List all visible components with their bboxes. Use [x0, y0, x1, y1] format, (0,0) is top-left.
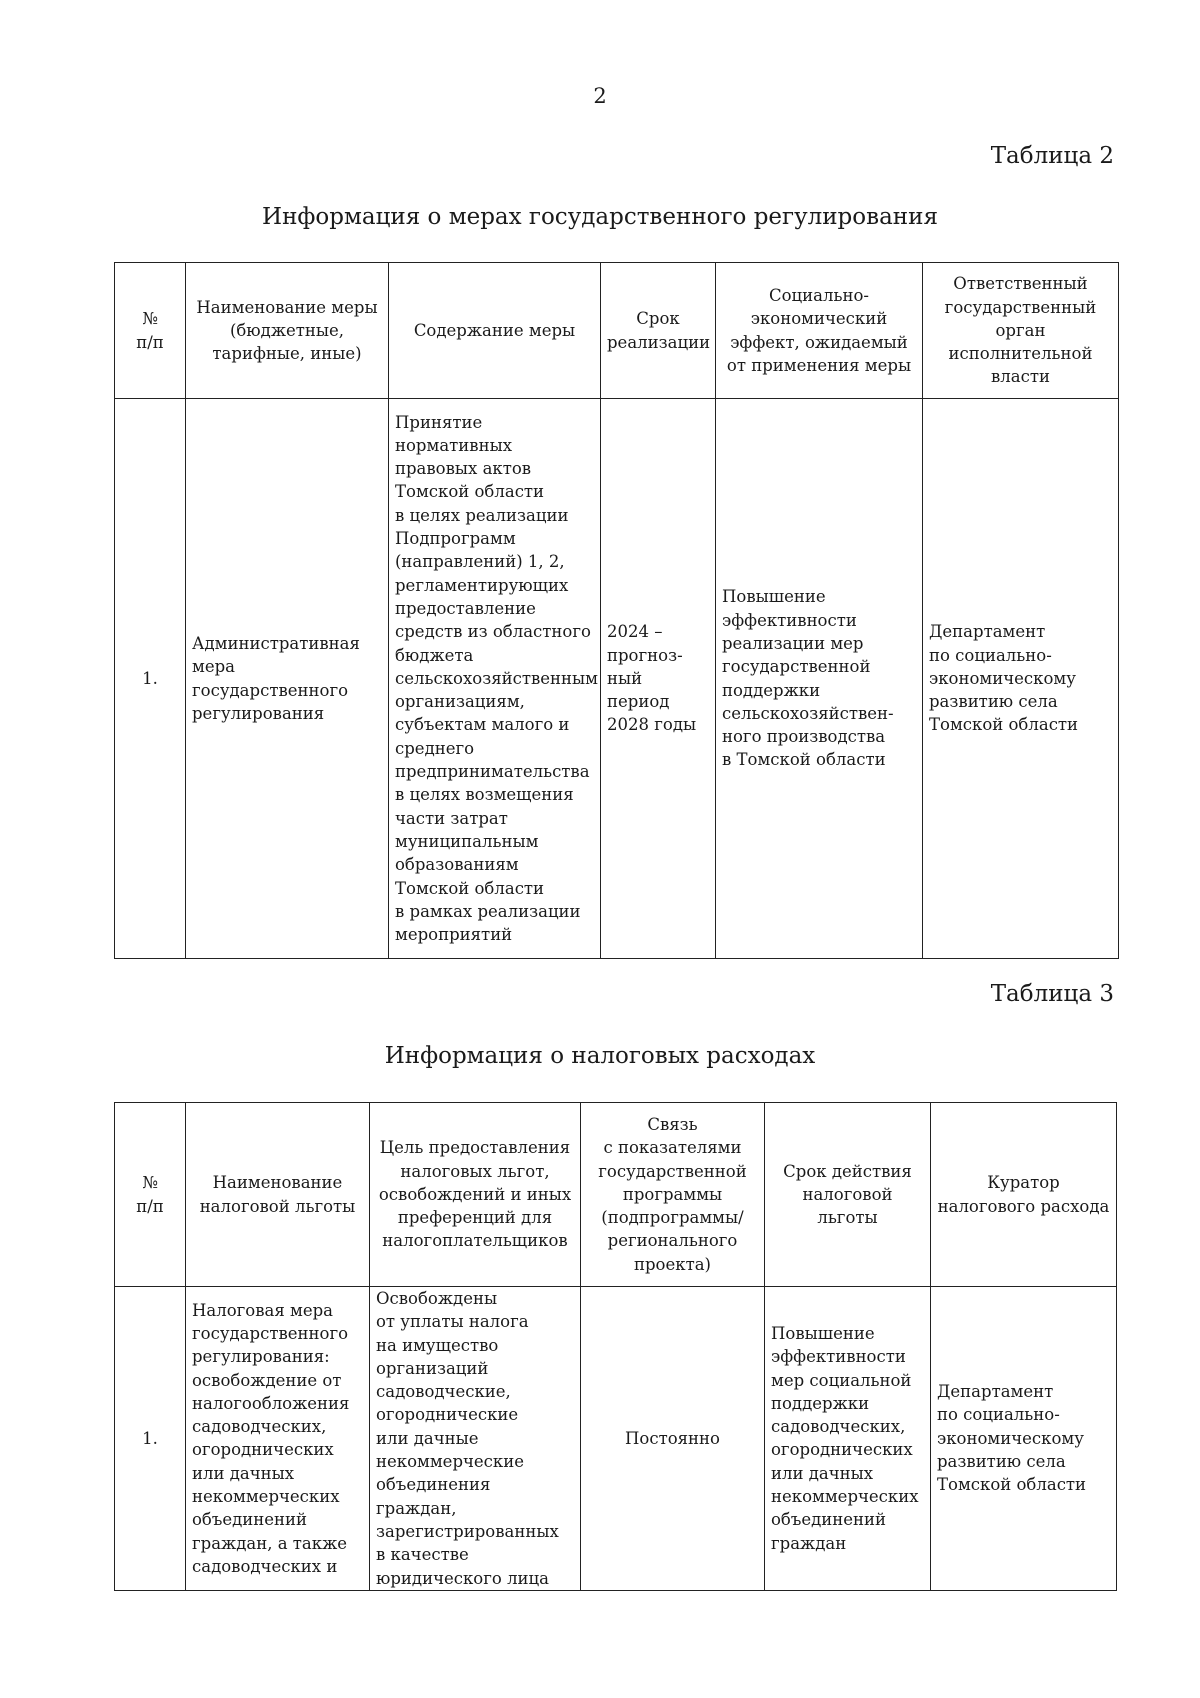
table-header-row — [115, 1103, 1117, 1287]
table-3-label: Таблица 3 — [990, 981, 1114, 1007]
table-3-title: Информация о налоговых расходах — [384, 1043, 816, 1069]
measures-table — [114, 262, 1119, 959]
header-authority: Ответственный государственный орган исполнительной власти — [923, 263, 1119, 399]
tax-expenditures-table — [114, 1102, 1117, 1591]
row-number: 1. — [115, 399, 186, 959]
header-number: № п/п — [115, 1103, 186, 1287]
row-benefit-goal: Освобождены от уплаты налога на имущество организаций садоводческие, огороднические или дачные некоммерческие объединения граждан, зарегистрированных в качестве юридического лица — [370, 1287, 581, 1591]
header-benefit-goal: Цель предоставления налоговых льгот, освобождений и иных преференций для налогоплательщиков — [370, 1103, 581, 1287]
table-2-title: Информация о мерах государственного регулирования — [262, 204, 938, 230]
row-term: 2024 – прогноз- ный период 2028 годы — [601, 399, 716, 959]
header-program-link: Связь с показателями государственной программы (подпрограммы/ регионального проекта) — [581, 1103, 765, 1287]
header-effect: Социально- экономический эффект, ожидаемый от применения меры — [716, 263, 923, 399]
page-number: 2 — [593, 84, 607, 108]
row-benefit-name: Налоговая мера государственного регулирования: освобождение от налогообложения садоводческих, огороднических или дачных некоммерческих объединений граждан, а также садоводческих и — [186, 1287, 370, 1591]
table-header-row — [115, 263, 1119, 399]
header-number: № п/п — [115, 263, 186, 399]
table-2-label: Таблица 2 — [990, 143, 1114, 169]
row-effect: Повышение эффективности реализации мер государственной поддержки сельскохозяйствен- ного производства в Томской области — [716, 399, 923, 959]
row-authority: Департамент по социально- экономическому развитию села Томской области — [923, 399, 1119, 959]
header-benefit-term: Срок действия налоговой льготы — [765, 1103, 931, 1287]
header-measure-name: Наименование меры (бюджетные, тарифные, иные) — [186, 263, 389, 399]
row-number: 1. — [115, 1287, 186, 1591]
table-row — [115, 1287, 1117, 1591]
row-measure-name: Административная мера государственного регулирования — [186, 399, 389, 959]
header-benefit-name: Наименование налоговой льготы — [186, 1103, 370, 1287]
header-curator: Куратор налогового расхода — [931, 1103, 1117, 1287]
row-curator: Департамент по социально- экономическому развитию села Томской области — [931, 1287, 1117, 1591]
table-row — [115, 399, 1119, 959]
header-term: Срок реализации — [601, 263, 716, 399]
header-measure-content: Содержание меры — [389, 263, 601, 399]
row-measure-content: Принятие нормативных правовых актов Томской области в целях реализации Подпрограмм (направлений) 1, 2, регламентирующих предоставление средств из областного бюджета сельскохозяйственным организациям, субъектам малого и среднего предпринимательства в целях возмещения части затрат муниципальным образованиям Томской области в рамках реализации мероприятий — [389, 399, 601, 959]
row-program-link: Постоянно — [581, 1287, 765, 1591]
row-benefit-term: Повышение эффективности мер социальной поддержки садоводческих, огороднических или дачных некоммерческих объединений граждан — [765, 1287, 931, 1591]
